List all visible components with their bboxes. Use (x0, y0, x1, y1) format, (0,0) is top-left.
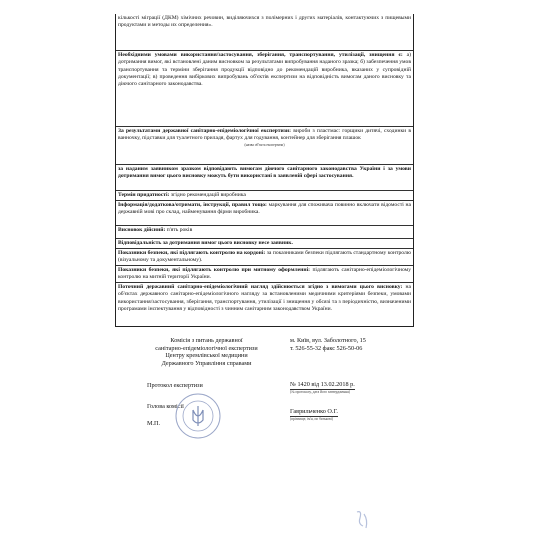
row-border (116, 248, 413, 265)
row-customs (116, 265, 413, 282)
commission-line: Центру кремлівської медицини (165, 352, 248, 360)
row-heading: Інформація/додаткова/отримати, інструкції, правил тощо: (118, 202, 267, 208)
row-text: підлягають санітарно-епідеміологічному контролю на митній території України. (118, 267, 411, 281)
commission-line: Комісія з питань державної (170, 337, 243, 344)
row-text: на об'єктах державного санітарно-епідеміологічного нагляду за встановленими медичними критеріями безпеки, умовами використання/застосування, зберігання, транспортування, утилізації і знищення у обсязі та з періодичністю, визначеними програмами інспектування у відповідності з чинним санітарним законодавством України. (118, 284, 411, 312)
row-labeling (116, 200, 413, 225)
handwritten-mark-icon (354, 508, 370, 532)
row-heading: Показники безпеки, які підлягають контролю при митному оформленні: (118, 267, 310, 273)
row-text: а) дотримання вимог, які встановлені даним висновком за результатами випробування наданого зразка; б) забезпечення умов транспортування та терміни зберігання продукції відповідно до рекомендацій виробника, вказаних у супровідній документації; в) проведення вибіркових випробувань об'єктів експертизи на відповідність вимогам даного висновку та діючого санітарного законодавства. (118, 52, 411, 88)
signer-caption: (прізвище, ім'я, по батькові) (290, 416, 333, 421)
row-term (116, 190, 413, 200)
row-migration (116, 14, 413, 50)
signer-name: Гаврильченко О.Г. (290, 408, 338, 415)
signer (290, 408, 338, 421)
row-text: вироби з пластмас: горщики дитячі, сходинки в ванночку, підставки для туалетного приладя, фартух для годування, контейнер для зберігання плашок (118, 128, 412, 142)
row-text: п'ять років (165, 227, 193, 233)
commission-block (134, 337, 279, 367)
chair-label: Голова комісії (147, 403, 184, 410)
protocol-number (290, 381, 355, 394)
commission-line: Державного Управління справами (161, 359, 252, 367)
row-heading: Термін придатності: (118, 192, 170, 198)
row-compliance (116, 164, 413, 190)
row-text: кількості міграції (ДКМ) хімічних речовин, виділяючихся з полімерних і других матеріалів, контактуючих з пищевыми продуктами и методы их определения». (118, 15, 411, 29)
row-heading: Висновок дійсний: (118, 227, 166, 233)
row-heading: Показники безпеки, які підлягають контролю на кордоні: (118, 250, 266, 256)
certificate-table (115, 14, 414, 327)
row-conditions (116, 50, 413, 126)
row-results (116, 126, 413, 164)
stamp-label: М.П. (147, 420, 161, 427)
row-text: маркування для споживача повинно включати відомості на державній мові про склад, найменування фірми виробника. (118, 202, 411, 216)
protocol-label: Протокол експертизи (147, 382, 203, 389)
phone-fax: т. 526-55-32 факс 526-50-06 (290, 344, 363, 352)
row-heading: Необхідними умовами використання/застосування, зберігання, транспортування, утилізації, знищення є: (118, 52, 403, 58)
address: м. Київ, вул. Заболотного, 15 (290, 337, 366, 344)
row-heading: за наданим заявником зразком відповідають вимогам діючого санітарного законодавства України і за умови дотримання вимог цього висновку можуть бути використані в заявленій сфері застосування. (118, 166, 411, 180)
row-text: за показниками безпеки підлягають стандартному контролю (візуальному та документальному). (118, 250, 411, 264)
protocol-number-value: № 1420 від 13.02.2018 р. (290, 381, 355, 388)
row-supervision (116, 282, 413, 326)
row-heading: Поточний державний санітарно-епідеміологічний нагляд здійснюється згідно з вимогами цього висновку: (118, 284, 403, 290)
protocol-caption: (№ протоколу, дата його затвердження) (290, 389, 350, 394)
official-seal-icon (174, 392, 222, 440)
row-responsibility (116, 238, 413, 248)
results-caption: (назва об'єкта експертизи) (244, 142, 285, 147)
row-text: згідно рекомендацій виробника (169, 192, 246, 198)
address-block (290, 337, 410, 352)
row-heading: Відповідальність за дотримання вимог цього висновку несе заявник. (118, 240, 293, 246)
commission-line: санітарно-епідеміологічної експертизи (155, 344, 258, 352)
row-validity (116, 225, 413, 238)
row-heading: За результатами державної санітарно-епідеміологічної експертизи: (118, 128, 292, 134)
